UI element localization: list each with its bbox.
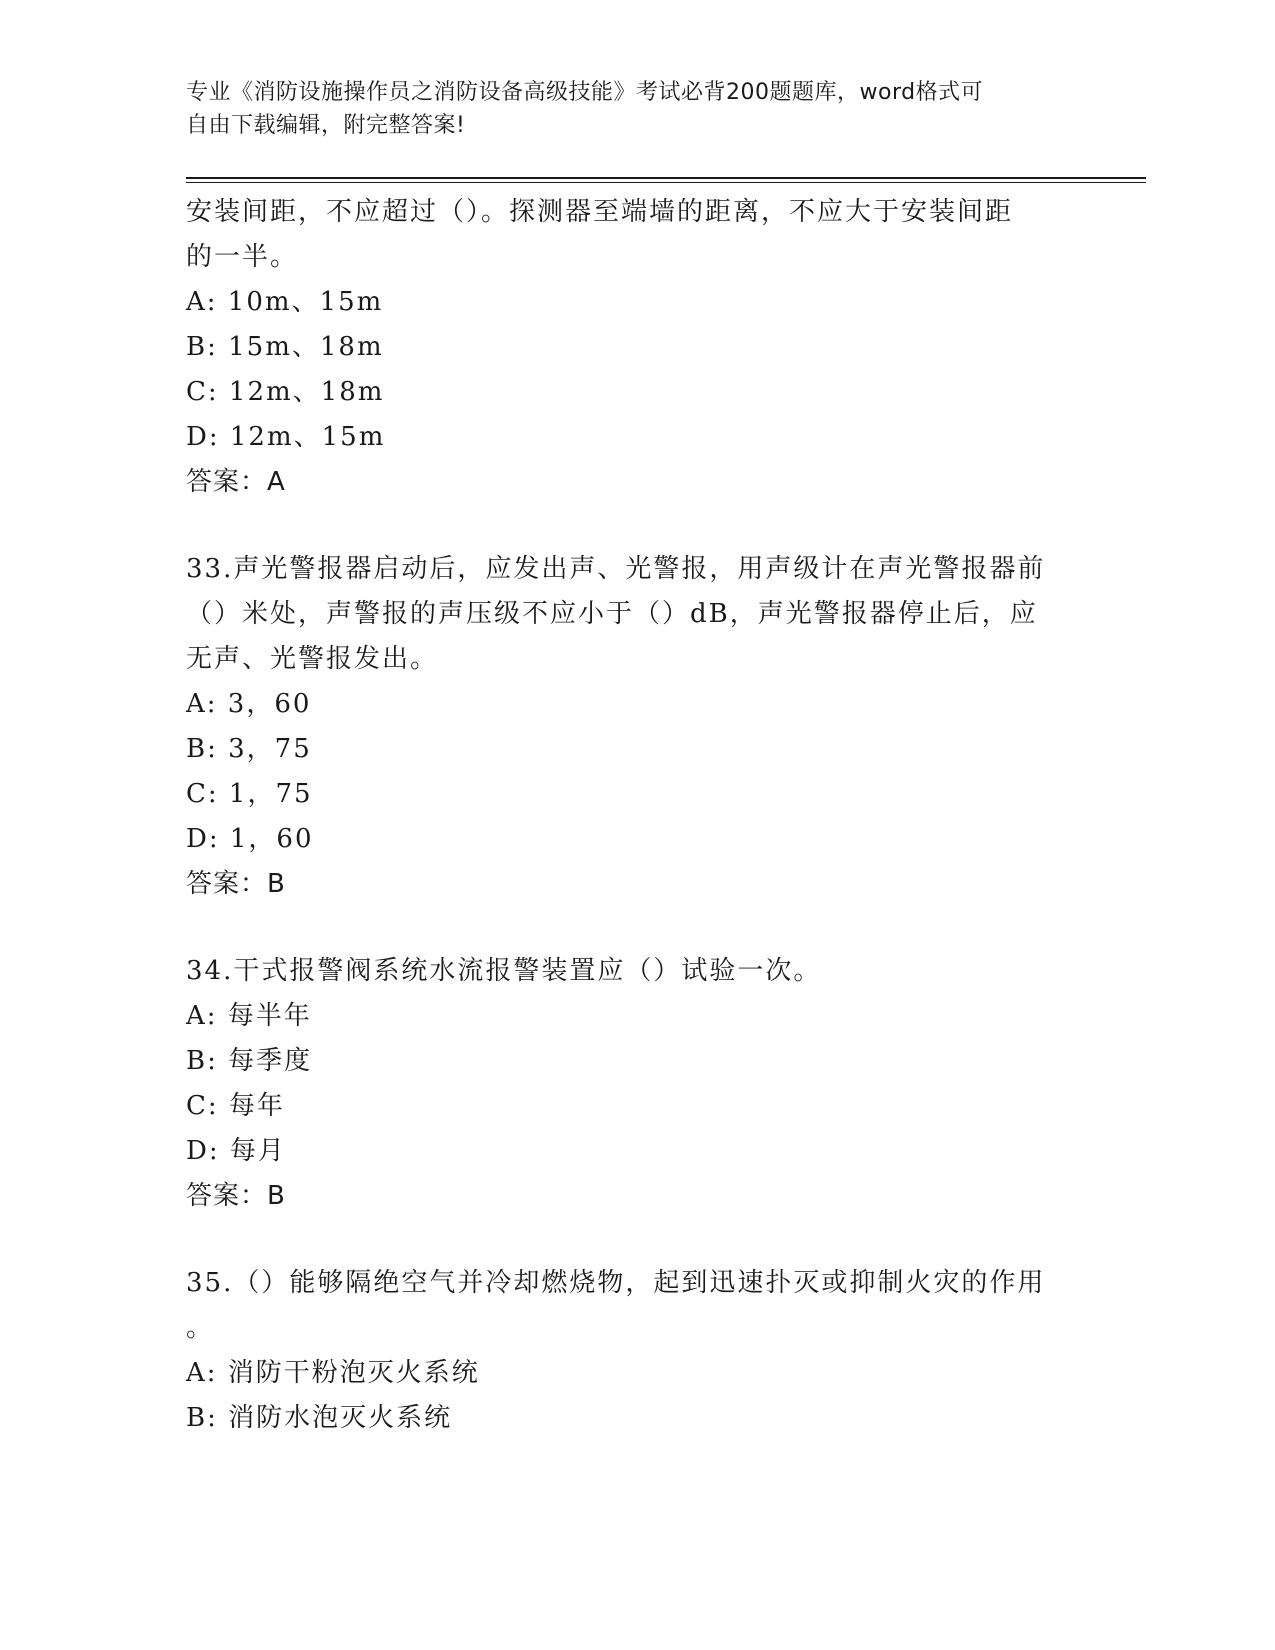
option-c: C: 1，75	[186, 779, 313, 809]
document-body	[186, 190, 1086, 1441]
question-33	[186, 547, 1086, 907]
question-stem: 。	[186, 1313, 215, 1343]
header-divider-thin	[186, 182, 1146, 183]
option-d: D: 1，60	[186, 824, 314, 854]
header-line-2: 自由下载编辑，附完整答案!	[186, 113, 466, 138]
question-32	[186, 190, 1086, 505]
page-header	[186, 76, 1066, 142]
option-a: A: 消防干粉泡灭火系统	[186, 1358, 480, 1388]
option-b: B: 每季度	[186, 1046, 313, 1076]
header-line-1: 专业《消防设施操作员之消防设备高级技能》考试必背200题题库，word格式可	[186, 80, 984, 105]
header-divider	[186, 177, 1146, 179]
option-d: D: 12m、15m	[186, 422, 386, 452]
option-b: B: 消防水泡灭火系统	[186, 1403, 453, 1433]
option-d: D: 每月	[186, 1136, 286, 1166]
option-c: C: 12m、18m	[186, 377, 385, 407]
question-35	[186, 1261, 1086, 1441]
question-stem: 33.声光警报器启动后，应发出声、光警报，用声级计在声光警报器前	[186, 554, 1046, 584]
question-stem: 安装间距，不应超过（）。探测器至端墙的距离，不应大于安装间距	[186, 197, 1014, 227]
answer-line: 答案：B	[186, 1181, 286, 1211]
question-stem: （）米处，声警报的声压级不应小于（）dB，声光警报器停止后，应	[186, 599, 1038, 629]
option-a: A: 每半年	[186, 1001, 312, 1031]
option-a: A: 10m、15m	[186, 287, 384, 317]
question-stem: 无声、光警报发出。	[186, 644, 439, 674]
question-stem: 34.干式报警阀系统水流报警装置应（）试验一次。	[186, 956, 822, 986]
question-stem: 的一半。	[186, 242, 299, 272]
option-c: C: 每年	[186, 1091, 285, 1121]
question-stem: 35.（）能够隔绝空气并冷却燃烧物，起到迅速扑灭或抑制火灾的作用	[186, 1268, 1046, 1298]
option-b: B: 3，75	[186, 734, 312, 764]
question-34	[186, 949, 1086, 1219]
answer-line: 答案：B	[186, 869, 286, 899]
option-a: A: 3，60	[186, 689, 312, 719]
option-b: B: 15m、18m	[186, 332, 384, 362]
answer-line: 答案：A	[186, 467, 286, 497]
